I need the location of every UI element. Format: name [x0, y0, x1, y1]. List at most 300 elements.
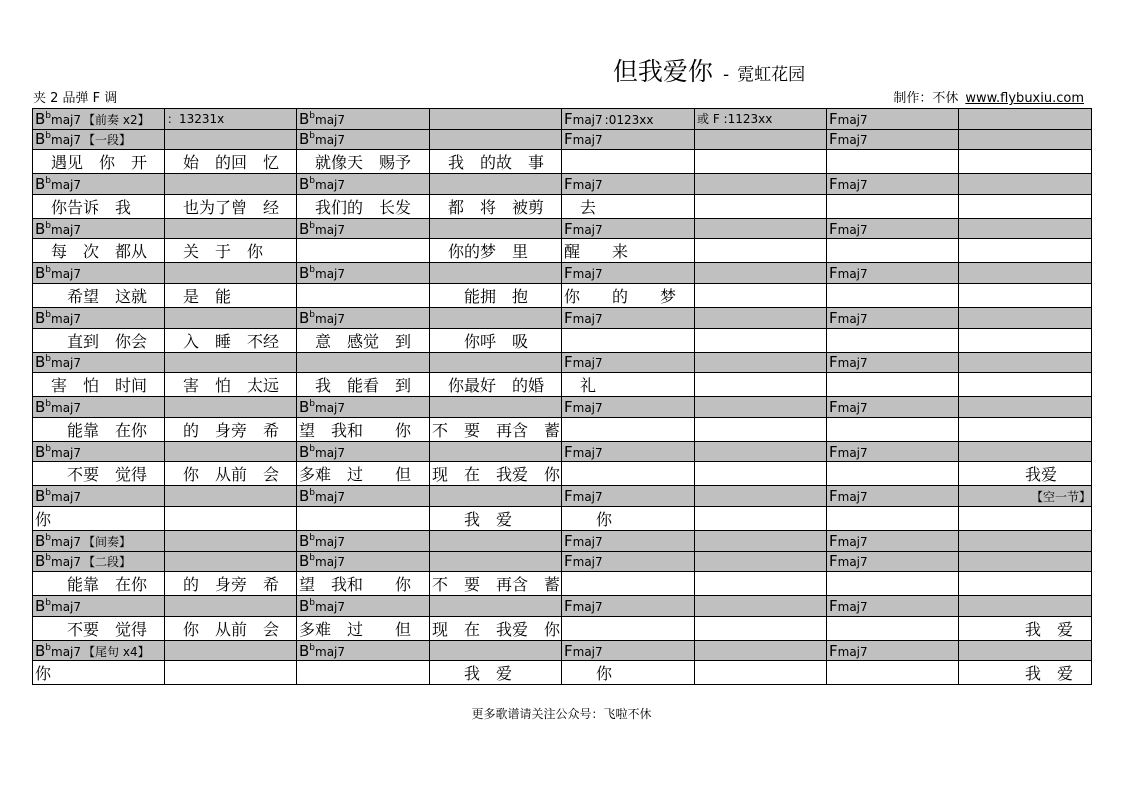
chord-cell — [562, 551, 695, 572]
chord-name: $B^bmaj7$ — [299, 109, 346, 128]
lyric-cell — [562, 373, 695, 397]
chord-cell — [562, 640, 695, 661]
lyric-cell — [430, 417, 562, 441]
lyric-cell — [827, 572, 959, 596]
chord-cell — [33, 352, 165, 373]
lyric-cell — [827, 616, 959, 640]
chord-name: Fmaj7 — [829, 130, 868, 149]
lyric-cell — [827, 373, 959, 397]
lyric-cell — [695, 572, 827, 596]
chord-cell — [959, 352, 1092, 373]
chord-name: $B^bmaj7$ — [35, 174, 82, 193]
lyric-text: 现 在 我爱 你 — [432, 619, 561, 639]
lyric-cell — [430, 283, 562, 307]
chord-cell — [827, 352, 959, 373]
lyric-cell — [430, 616, 562, 640]
chord-name: Fmaj7 — [564, 109, 603, 128]
chord-cell — [33, 486, 165, 507]
chord-name: Fmaj7 — [564, 308, 603, 327]
lyric-text: 多难 过 但 — [299, 465, 412, 485]
chord-cell — [430, 352, 562, 373]
chord-name: $B^bmaj7$ — [35, 308, 82, 327]
lyric-cell — [430, 661, 562, 685]
chord-name: $B^bmaj7$ — [299, 264, 346, 283]
chord-row — [33, 218, 1092, 239]
chord-name: $B^bmaj7$ — [299, 596, 346, 615]
lyric-text: 直到 你会 — [35, 331, 148, 351]
chord-cell — [33, 174, 165, 195]
lyric-cell — [33, 572, 165, 596]
chord-row — [33, 486, 1092, 507]
lyric-text: 你 从前 会 — [167, 465, 280, 485]
lyric-cell — [827, 417, 959, 441]
lyric-text: 你最好 的婚 — [432, 376, 545, 396]
lyric-text: 你 — [564, 509, 613, 529]
lyric-text: 也为了曾 经 — [167, 197, 280, 217]
lyric-cell — [33, 462, 165, 486]
chord-name: Fmaj7 — [564, 641, 603, 660]
chord-row — [33, 174, 1092, 195]
song-title-line — [0, 52, 1123, 88]
chord-cell — [430, 263, 562, 284]
lyric-text: 的 身旁 希 — [167, 420, 280, 440]
chord-cell — [33, 530, 165, 551]
lyric-text: 不要 觉得 — [35, 465, 148, 485]
website-link[interactable]: www.flybuxiu.com — [965, 91, 1084, 106]
chord-cell — [297, 397, 430, 418]
chord-cell — [562, 307, 695, 328]
lyric-text: 你的梦 里 — [432, 242, 529, 262]
lyric-text: 礼 — [564, 376, 597, 396]
chord-cell — [297, 640, 430, 661]
chord-cell — [165, 307, 297, 328]
chord-cell — [827, 263, 959, 284]
chord-name: $B^bmaj7$ — [299, 641, 346, 660]
lyric-cell — [165, 661, 297, 685]
lyric-text: 你 — [35, 664, 52, 684]
chord-cell — [827, 109, 959, 130]
lyric-cell — [562, 283, 695, 307]
chord-name: Fmaj7 — [564, 397, 603, 416]
lyric-cell — [695, 417, 827, 441]
lyric-row — [33, 616, 1092, 640]
section-note: 【一段】 — [83, 133, 132, 148]
lyric-cell — [297, 616, 430, 640]
chord-row — [33, 397, 1092, 418]
lyric-cell — [695, 462, 827, 486]
chord-cell — [959, 174, 1092, 195]
chord-cell — [827, 530, 959, 551]
lyric-cell — [827, 506, 959, 530]
chord-cell — [297, 174, 430, 195]
chord-name: $B^bmaj7$ — [299, 397, 346, 416]
chord-cell — [297, 486, 430, 507]
chord-annotation: 或 F :1123xx — [697, 112, 773, 127]
lyric-text: 我 的故 事 — [432, 153, 545, 173]
lyric-text: 不要 觉得 — [35, 619, 148, 639]
lyric-text: 能靠 在你 — [35, 420, 148, 440]
lyric-row — [33, 283, 1092, 307]
lyric-cell — [430, 239, 562, 263]
lyric-text: 入 睡 不经 — [167, 331, 280, 351]
chord-row — [33, 307, 1092, 328]
lyric-text: 我 爱 — [961, 619, 1074, 639]
chord-cell — [562, 530, 695, 551]
chord-cell — [695, 218, 827, 239]
chord-cell — [165, 486, 297, 507]
chord-cell — [562, 109, 695, 130]
chord-name: $B^bmaj7$ — [35, 487, 82, 506]
chord-name: $B^bmaj7$ — [299, 219, 346, 238]
lyric-cell — [297, 239, 430, 263]
lyric-text: 能靠 在你 — [35, 575, 148, 595]
lyric-text: 你 从前 会 — [167, 619, 280, 639]
chord-cell — [827, 397, 959, 418]
chord-cell — [297, 441, 430, 462]
chord-name: Fmaj7 — [564, 219, 603, 238]
lyric-cell — [430, 373, 562, 397]
lyric-cell — [959, 150, 1092, 174]
chord-cell — [695, 530, 827, 551]
chord-cell — [959, 530, 1092, 551]
chord-row — [33, 640, 1092, 661]
chord-row — [33, 596, 1092, 617]
chord-row — [33, 530, 1092, 551]
chord-cell — [165, 174, 297, 195]
chord-cell — [827, 307, 959, 328]
lyric-text: 我 能看 到 — [299, 376, 412, 396]
lyric-cell — [562, 661, 695, 685]
lyric-cell — [562, 150, 695, 174]
section-note: 【二段】 — [83, 555, 132, 570]
chord-row — [33, 263, 1092, 284]
lyric-cell — [430, 150, 562, 174]
lyric-cell — [562, 194, 695, 218]
lyric-text: 你 — [564, 664, 613, 684]
lyric-cell — [430, 506, 562, 530]
chord-cell — [430, 307, 562, 328]
lyric-text: 我 爱 — [432, 664, 513, 684]
lyric-cell — [827, 283, 959, 307]
lyric-cell — [165, 616, 297, 640]
chord-name: Fmaj7 — [829, 552, 868, 571]
lyric-text: 每 次 都从 — [35, 242, 148, 262]
chord-cell — [827, 129, 959, 150]
chord-cell — [827, 551, 959, 572]
chord-cell — [959, 263, 1092, 284]
credit-text: 制作：不休 — [893, 91, 959, 106]
chord-name: Fmaj7 — [829, 308, 868, 327]
chord-cell — [695, 596, 827, 617]
chord-row — [33, 352, 1092, 373]
lyric-row — [33, 661, 1092, 685]
lyric-cell — [827, 661, 959, 685]
lyric-cell — [562, 328, 695, 352]
lyric-cell — [959, 373, 1092, 397]
chord-name: $B^bmaj7$ — [35, 531, 82, 550]
lyric-row — [33, 194, 1092, 218]
chord-cell — [827, 640, 959, 661]
chord-cell — [695, 441, 827, 462]
chord-name: $B^bmaj7$ — [35, 596, 82, 615]
chord-cell — [695, 263, 827, 284]
chord-cell — [33, 307, 165, 328]
lyric-text: 害 怕 太远 — [167, 376, 280, 396]
lyric-cell — [297, 462, 430, 486]
lyric-cell — [165, 417, 297, 441]
lyric-cell — [695, 661, 827, 685]
lyric-text: 希望 这就 — [35, 286, 148, 306]
chord-cell — [959, 640, 1092, 661]
lyric-cell — [33, 373, 165, 397]
chord-cell — [695, 486, 827, 507]
chord-cell — [33, 129, 165, 150]
lyric-cell — [827, 150, 959, 174]
lyric-text: 去 — [564, 197, 597, 217]
chord-cell — [695, 397, 827, 418]
section-note: 【尾句 x4】 — [83, 644, 150, 659]
song-title: 但我爱你 — [612, 57, 713, 86]
lyric-row — [33, 462, 1092, 486]
lyric-text: 多难 过 但 — [299, 619, 412, 639]
lyric-text: 是 能 — [167, 286, 232, 306]
chord-name: $B^bmaj7$ — [35, 130, 82, 149]
chord-cell — [33, 263, 165, 284]
lyric-cell — [430, 462, 562, 486]
chord-cell — [959, 307, 1092, 328]
lyric-cell — [695, 616, 827, 640]
lyric-cell — [33, 661, 165, 685]
chord-name: Fmaj7 — [829, 487, 868, 506]
chord-name: Fmaj7 — [829, 641, 868, 660]
lyric-row — [33, 572, 1092, 596]
lyric-cell — [959, 661, 1092, 685]
lyric-text: 的 身旁 希 — [167, 575, 280, 595]
chord-name: Fmaj7 — [829, 397, 868, 416]
lyric-cell — [33, 616, 165, 640]
lyric-cell — [33, 150, 165, 174]
lyric-text: 害 怕 时间 — [35, 376, 148, 396]
lyric-text: 你呼 吸 — [432, 331, 529, 351]
chord-sheet-table — [32, 108, 1092, 685]
chord-name: Fmaj7 — [564, 353, 603, 372]
lyric-text: 望 我和 你 — [299, 420, 412, 440]
chord-row — [33, 551, 1092, 572]
chord-cell — [562, 486, 695, 507]
lyric-cell — [959, 616, 1092, 640]
lyric-cell — [562, 616, 695, 640]
chord-cell — [430, 596, 562, 617]
lyric-cell — [695, 150, 827, 174]
chord-cell — [695, 174, 827, 195]
lyric-cell — [959, 194, 1092, 218]
lyric-text: 不 要 再含 蓄 — [432, 575, 561, 595]
chord-cell — [959, 397, 1092, 418]
chord-cell — [430, 551, 562, 572]
chord-cell — [297, 307, 430, 328]
chord-name: $B^bmaj7$ — [35, 353, 82, 372]
chord-name: $B^bmaj7$ — [35, 219, 82, 238]
chord-name: $B^bmaj7$ — [299, 442, 346, 461]
chord-cell — [430, 129, 562, 150]
chord-cell — [165, 551, 297, 572]
lyric-text: 你 — [35, 509, 52, 529]
title-separator: - — [722, 65, 730, 85]
chord-name: Fmaj7 — [829, 174, 868, 193]
lyric-cell — [959, 506, 1092, 530]
lyric-text: 能拥 抱 — [432, 286, 529, 306]
lyric-text: 醒 来 — [564, 242, 629, 262]
chord-cell — [165, 129, 297, 150]
chord-name: Fmaj7 — [829, 219, 868, 238]
chord-cell — [165, 530, 297, 551]
chord-name: Fmaj7 — [564, 487, 603, 506]
chord-name: Fmaj7 — [564, 174, 603, 193]
lyric-text: 我 爱 — [961, 664, 1074, 684]
lyric-cell — [297, 328, 430, 352]
chord-cell — [562, 218, 695, 239]
chord-name: Fmaj7 — [829, 442, 868, 461]
lyric-cell — [297, 417, 430, 441]
lyric-cell — [165, 462, 297, 486]
chord-name: $B^bmaj7$ — [299, 174, 346, 193]
lyric-cell — [33, 239, 165, 263]
lyric-cell — [695, 194, 827, 218]
chord-cell — [430, 218, 562, 239]
section-note: 【前奏 x2】 — [83, 112, 150, 127]
lyric-row — [33, 506, 1092, 530]
lyric-cell — [165, 194, 297, 218]
section-note: 【间奏】 — [83, 534, 132, 549]
chord-cell — [562, 174, 695, 195]
chord-annotation: ：13231x — [167, 112, 225, 127]
lyric-cell — [827, 462, 959, 486]
chord-cell — [430, 530, 562, 551]
chord-name: Fmaj7 — [564, 130, 603, 149]
chord-cell — [695, 352, 827, 373]
chord-cell — [165, 640, 297, 661]
chord-name: $B^bmaj7$ — [299, 487, 346, 506]
lyric-text: 我们的 长发 — [299, 197, 412, 217]
chord-row — [33, 441, 1092, 462]
chord-cell — [430, 441, 562, 462]
chord-cell — [695, 109, 827, 130]
chord-cell — [562, 129, 695, 150]
lyric-cell — [695, 506, 827, 530]
chord-cell — [297, 109, 430, 130]
lyric-cell — [959, 417, 1092, 441]
chord-cell — [33, 218, 165, 239]
chord-cell — [165, 397, 297, 418]
lyric-cell — [165, 239, 297, 263]
lyric-cell — [695, 373, 827, 397]
lyric-cell — [297, 373, 430, 397]
lyric-cell — [165, 150, 297, 174]
lyric-text: 遇见 你 开 — [35, 153, 148, 173]
lyric-text: 我 爱 — [432, 509, 513, 529]
chord-cell — [430, 486, 562, 507]
chord-name: Fmaj7 — [829, 531, 868, 550]
lyric-cell — [562, 462, 695, 486]
footer-note: 更多歌谱请关注公众号：飞啦不休 — [471, 707, 652, 721]
chord-name: $B^bmaj7$ — [35, 442, 82, 461]
credit-line — [893, 87, 1084, 106]
chord-cell — [165, 596, 297, 617]
chord-cell — [165, 441, 297, 462]
lyric-cell — [297, 283, 430, 307]
lyric-text: 你告诉 我 — [35, 197, 132, 217]
chord-name: $B^bmaj7$ — [35, 641, 82, 660]
chord-cell — [827, 174, 959, 195]
chord-cell — [959, 551, 1092, 572]
chord-row — [33, 109, 1092, 130]
chord-cell — [827, 441, 959, 462]
section-note: :0123xx — [604, 112, 654, 127]
lyric-cell — [959, 239, 1092, 263]
chord-cell — [430, 397, 562, 418]
chord-name: Fmaj7 — [829, 109, 868, 128]
chord-name: Fmaj7 — [829, 353, 868, 372]
lyric-cell — [562, 572, 695, 596]
artist-name: 霓虹花园 — [737, 65, 806, 85]
lyric-row — [33, 417, 1092, 441]
lyric-text: 现 在 我爱 你 — [432, 465, 561, 485]
chord-cell — [959, 596, 1092, 617]
chord-cell — [959, 109, 1092, 130]
lyric-text: 都 将 被剪 — [432, 197, 545, 217]
chord-cell — [165, 352, 297, 373]
chord-cell — [297, 530, 430, 551]
lyric-cell — [430, 194, 562, 218]
chord-cell — [695, 129, 827, 150]
capo-key-info: 夹 2 品弹 F 调 — [33, 91, 118, 106]
lyric-row — [33, 373, 1092, 397]
lyric-cell — [165, 506, 297, 530]
lyric-text: 关 于 你 — [167, 242, 264, 262]
lyric-cell — [562, 506, 695, 530]
chord-name: Fmaj7 — [829, 264, 868, 283]
lyric-text: 望 我和 你 — [299, 575, 412, 595]
chord-row — [33, 129, 1092, 150]
lyric-cell — [827, 328, 959, 352]
chord-cell — [562, 441, 695, 462]
chord-cell — [33, 109, 165, 130]
lyric-row — [33, 150, 1092, 174]
chord-cell — [827, 218, 959, 239]
chord-name: Fmaj7 — [564, 552, 603, 571]
lyric-cell — [297, 572, 430, 596]
lyric-row — [33, 328, 1092, 352]
chord-cell — [959, 441, 1092, 462]
chord-cell — [33, 596, 165, 617]
chord-cell — [430, 640, 562, 661]
lyric-text: 意 感觉 到 — [299, 331, 412, 351]
lyric-cell — [297, 194, 430, 218]
chord-cell — [165, 109, 297, 130]
chord-name: Fmaj7 — [564, 264, 603, 283]
lyric-cell — [165, 283, 297, 307]
lyric-text: 不 要 再含 蓄 — [432, 420, 561, 440]
chord-cell — [297, 218, 430, 239]
lyric-cell — [297, 150, 430, 174]
lyric-cell — [33, 283, 165, 307]
lyric-cell — [297, 506, 430, 530]
chord-name: $B^bmaj7$ — [35, 109, 82, 128]
chord-name: $B^bmaj7$ — [35, 397, 82, 416]
chord-cell — [562, 596, 695, 617]
chord-cell — [695, 640, 827, 661]
lyric-cell — [165, 572, 297, 596]
